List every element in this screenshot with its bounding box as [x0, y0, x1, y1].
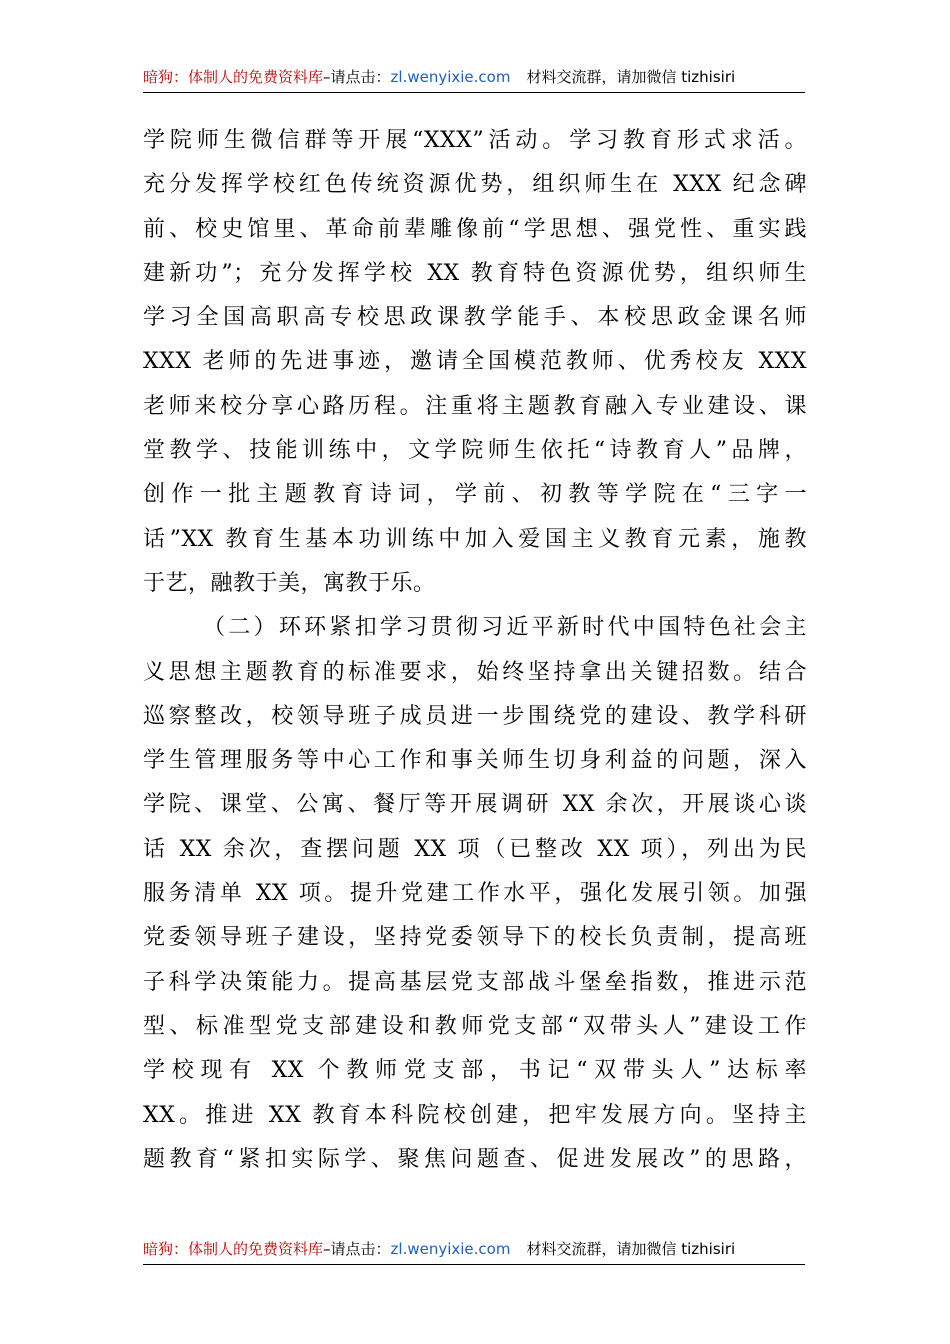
text-line: 话”XX 教育生基本功训练中加入爱国主义教育元素，施教 — [143, 526, 807, 552]
header-click-prompt: –请点击： — [323, 68, 391, 86]
text-line: 话 XX 余次，查摆问题 XX 项（已整改 XX 项），列出为民 — [143, 836, 807, 862]
text-line: 学生管理服务等中心工作和事关师生切身利益的问题，深入 — [143, 748, 807, 774]
text-line: 学院师生微信群等开展“XXX”活动。学习教育形式求活。 — [143, 128, 807, 153]
footer-group-note: 材料交流群，请加微信 tizhisiri — [526, 1240, 736, 1258]
footer-url-link[interactable]: zl.wenyixie.com — [390, 1240, 511, 1258]
text-line: 老师来校分享心路历程。注重将主题教育融入专业建设、课 — [143, 393, 807, 419]
text-line: 型、标准型党支部建设和教师党支部“双带头人”建设工作 — [143, 1013, 807, 1039]
text-line: 学校现有 XX 个教师党支部，书记“双带头人”达标率 — [143, 1058, 807, 1084]
paragraph-end-line: 于艺，融教于美，寓教于乐。 — [143, 570, 436, 596]
text-line: XX。推进 XX 教育本科院校创建，把牢发展方向。坚持主 — [143, 1102, 807, 1128]
text-line: 堂教学、技能训练中，文学院师生依托“诗教育人”品牌， — [143, 438, 807, 464]
footer-site-name: 暗狗：体制人的免费资料库 — [143, 1240, 324, 1258]
footer-click-prompt: –请点击： — [323, 1240, 391, 1258]
text-line: 建新功”；充分发挥学校 XX 教育特色资源优势，组织师生 — [143, 260, 807, 286]
text-line: 服务清单 XX 项。提升党建工作水平，强化发展引领。加强 — [143, 881, 807, 907]
text-line: 前、校史馆里、革命前辈雕像前“学思想、强党性、重实践 — [143, 216, 807, 242]
text-line: 学院、课堂、公寓、餐厅等开展调研 XX 余次，开展谈心谈 — [143, 792, 807, 818]
header-group-note: 材料交流群，请加微信 tizhisiri — [526, 68, 736, 86]
header-banner — [143, 62, 805, 93]
text-line: 学习全国高职高专校思政课教学能手、本校思政金课名师 — [143, 305, 807, 331]
text-line: 义思想主题教育的标准要求，始终坚持拿出关键招数。结合 — [143, 659, 807, 685]
header-url-link[interactable]: zl.wenyixie.com — [390, 68, 511, 86]
paragraph-start-line: （二）环环紧扣学习贯彻习近平新时代中国特色社会主 — [203, 615, 807, 641]
text-line: 子科学决策能力。提高基层党支部战斗堡垒指数，推进示范 — [143, 969, 807, 995]
text-line: 创作一批主题教育诗词，学前、初教等学院在“三字一 — [143, 482, 807, 508]
text-line: 党委领导班子建设，坚持党委领导下的校长负责制，提高班 — [143, 925, 807, 951]
document-body — [143, 119, 807, 1182]
header-site-name: 暗狗：体制人的免费资料库 — [143, 68, 324, 86]
text-line: XXX 老师的先进事迹，邀请全国模范教师、优秀校友 XXX — [143, 349, 807, 375]
footer-banner — [143, 1234, 805, 1265]
text-line: 巡察整改，校领导班子成员进一步围绕党的建设、教学科研 — [143, 703, 807, 729]
text-line: 题教育“紧扣实际学、聚焦问题查、促进发展改”的思路， — [143, 1146, 807, 1172]
text-line: 充分发挥学校红色传统资源优势，组织师生在 XXX 纪念碑 — [143, 172, 807, 198]
